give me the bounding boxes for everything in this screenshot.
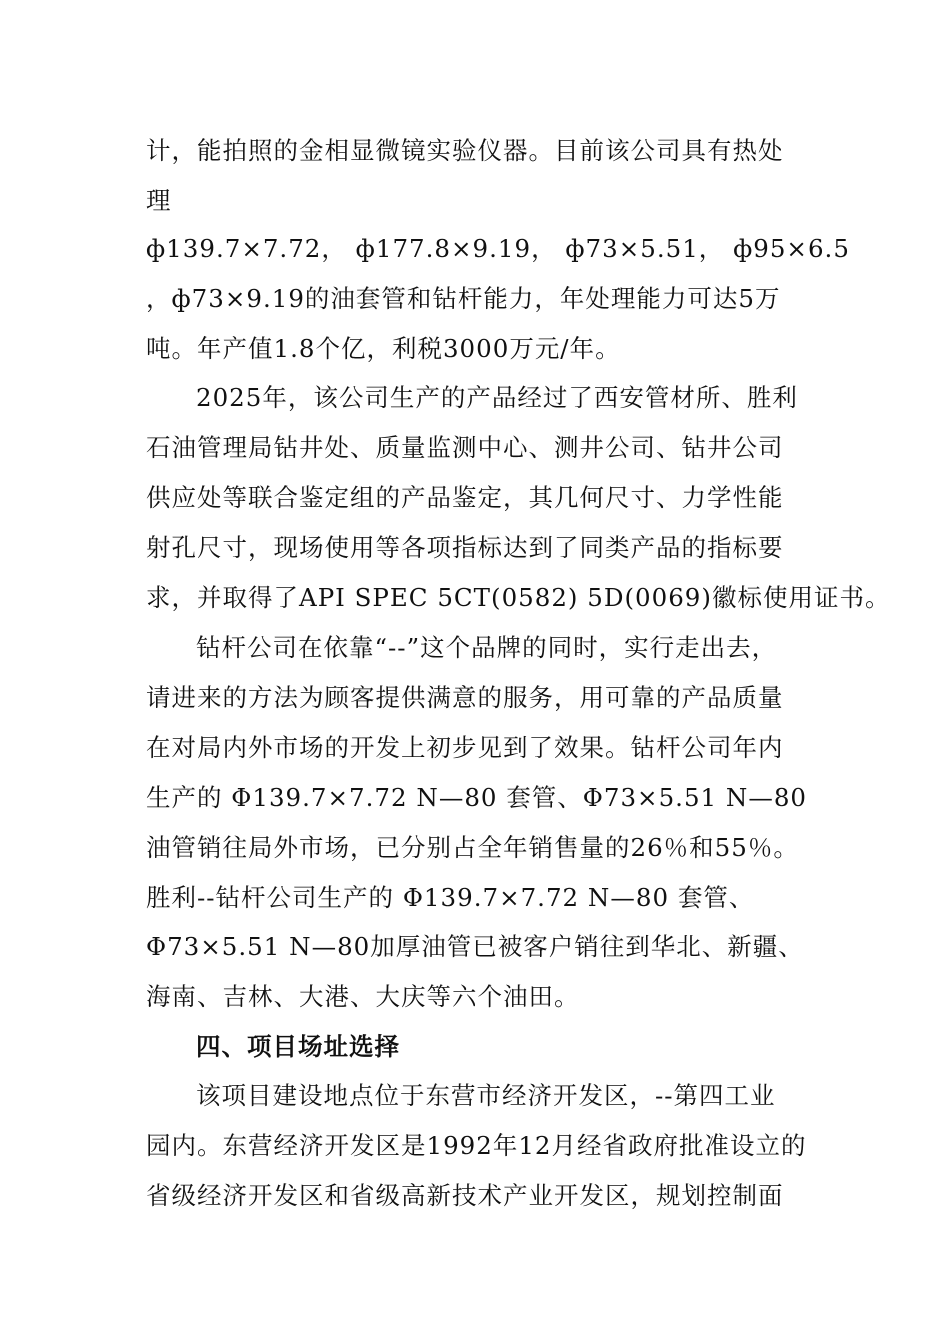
body-line-8: 供应处等联合鉴定组的产品鉴定，其几何尺寸、力学性能 <box>146 483 784 512</box>
body-line-17: Φ73×5.51 N—80加厚油管已被客户销往到华北、新疆、 <box>146 932 804 961</box>
body-line-15: 油管销往局外市场，已分别占全年销售量的26％和55％。 <box>146 833 799 862</box>
body-line-13: 在对局内外市场的开发上初步见到了效果。钻杆公司年内 <box>146 733 784 762</box>
body-line-21: 园内。东营经济开发区是1992年12月经省政府批准设立的 <box>146 1131 807 1160</box>
body-line-12: 请进来的方法为顾客提供满意的服务，用可靠的产品质量 <box>146 683 784 712</box>
body-line-1: 计，能拍照的金相显微镜实验仪器。目前该公司具有热处 <box>146 136 784 165</box>
body-line-4: ，ф73×9.19的油套管和钻杆能力，年处理能力可达5万 <box>146 284 781 313</box>
body-line-22: 省级经济开发区和省级高新技术产业开发区，规划控制面 <box>146 1181 784 1210</box>
paragraph-start-2025: 2025年，该公司生产的产品经过了西安管材所、胜利 <box>196 383 798 412</box>
body-line-10: 求，并取得了API SPEC 5CT(0582) 5D(0069)徽标使用证书。 <box>146 583 891 612</box>
body-line-5: 吨。年产值1.8个亿，利税3000万元/年。 <box>146 334 621 363</box>
body-line-9: 射孔尺寸，现场使用等各项指标达到了同类产品的指标要 <box>146 533 784 562</box>
paragraph-start-site: 该项目建设地点位于东营市经济开发区，--第四工业 <box>196 1081 776 1110</box>
body-line-7: 石油管理局钻井处、质量监测中心、测井公司、钻井公司 <box>146 433 784 462</box>
body-line-16: 胜利--钻杆公司生产的 Φ139.7×7.72 N—80 套管、 <box>146 883 755 912</box>
body-line-2: 理 <box>146 186 172 215</box>
section-heading: 四、项目场址选择 <box>196 1032 400 1061</box>
body-line-18: 海南、吉林、大港、大庆等六个油田。 <box>146 982 580 1011</box>
body-line-3: ф139.7×7.72， ф177.8×9.19， ф73×5.51， ф95×6.5 <box>146 234 850 263</box>
paragraph-start-drill-pipe: 钻杆公司在依靠“--”这个品牌的同时，实行走出去， <box>196 633 778 662</box>
body-line-14: 生产的 Φ139.7×7.72 N—80 套管、Φ73×5.51 N—80 <box>146 783 808 812</box>
